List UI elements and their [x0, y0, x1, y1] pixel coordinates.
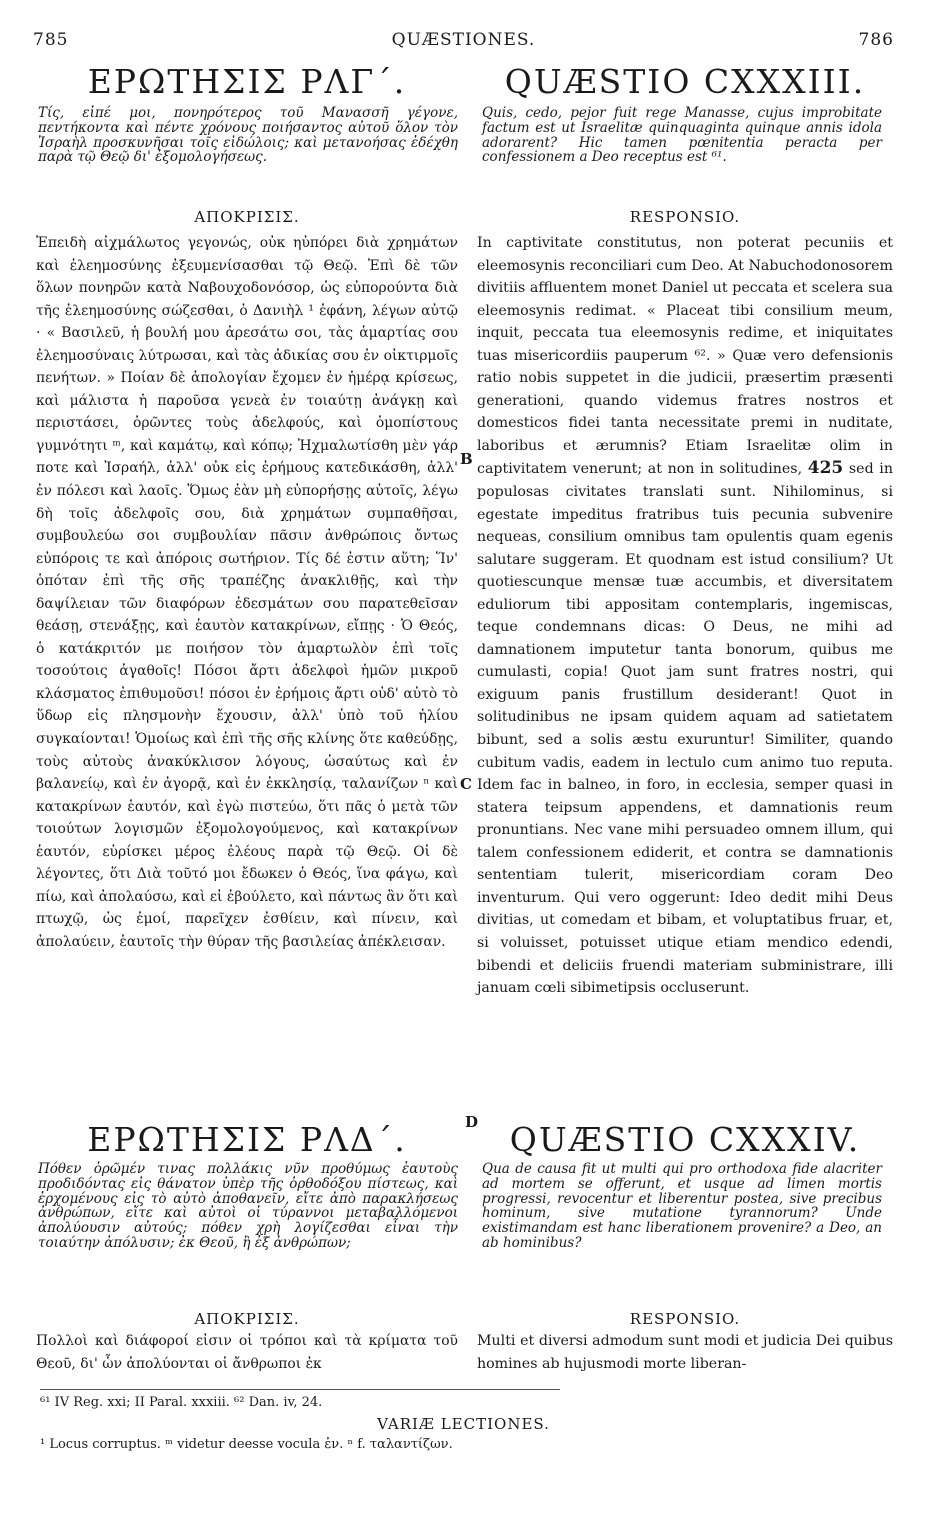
- greek-answer-133-text: Ἐπειδὴ αἰχμάλωτος γεγονώς, οὐκ ηὐπόρει διὰ χρημάτων καὶ ἐλεημοσύνης ἐξευμενίσασθαι τῷ Θεῷ. Ἐπὶ δὲ τῶν ὅλων πονηρῶν κατὰ Ναβουχοδονόσορ, ὡς εὐπορούντα διὰ τῆς ἐλεημοσύνης σώζεσθαι, ὁ Δανιὴλ ¹ ἐφάνη, λέγων αὐτῷ · « Βασιλεῦ, ἡ βουλή μου ἀρεσάτω σοι, τὰς ἁμαρτίας σου ἐλεημοσύναις λύτρωσαι, καὶ τὰς ἀδικίας σου ἐν οἰκτιρμοῖς πενήτων. » Ποίαν δὲ ἀπολογίαν ἔχομεν ἐν ἡμέρᾳ κρίσεως, καὶ μάλιστα ἡ παροῦσα γενεὰ ἐν τοιαύτῃ ἀνάγκῃ καὶ περιστάσει, ὁρῶντες τοὺς ἀδελφούς, καὶ ὁμοπίστους γυμνότητι ᵐ, καὶ καμάτῳ, καὶ κόπῳ; Ἠχμαλωτίσθη μὲν γάρ ποτε καὶ Ἰσραήλ, ἀλλ' οὐκ εἰς ἐρήμους κατεδικάσθη, ἀλλ' ἐν πόλεσι καὶ λαοῖς. Ὅμως ἐὰν μὴ εὐπορήσῃς αὐτοῖς, λέγω δὴ τοῖς ἀδελφοῖς σου, διὰ χρημάτων συμπαθῆσαι, συμβουλεύω σοι συμβουλίαν πᾶσιν ἀνθρώποις ὄντως εὐπόροις τε καὶ ἀπόροις σωτήριον. Τίς δέ ἐστιν αὕτη; Ἵν' ὁπόταν ἐπὶ τῆς σῆς τραπέζης ἀνακλιθῇς, καὶ τὴν δαψίλειαν τῶν διαφόρων ἐδεσμάτων σου παρατεθεῖσαν θεάσῃ, στενάξῃς, καὶ ἑαυτὸν κατακρίνων, εἴπῃς · Ὁ Θεός, ὁ κατάκριτόν με ποιήσον τὸν ἁμαρτωλὸν ἐπὶ τοῖς τοσούτοις ἀγαθοῖς! Πόσοι ἄρτι ἀδελφοὶ ἡμῶν μικροῦ κλάσματος ἐπιθυμοῦσι! πόσοι ἐν ἐρήμοις ἄρτι οὐδ' αὐτὸ τὸ ὕδωρ εἰς πλησμονὴν ἔχουσιν, ἀλλ' ὑπὸ τοῦ ἡλίου συγκαίονται! Ὁμοίως καὶ ἐπὶ τῆς σῆς κλίνης ὅτε καθεύδῃς, τοὺς αὐτοὺς ἀνακύκλισον λόγους, ὡσαύτως καὶ ἐν βαλανείῳ, καὶ ἐν ἀγορᾷ, καὶ ἐν ἐκκλησίᾳ, ταλανίζων ⁿ καὶ κατακρίνων ἑαυτόν, καὶ ἐγὼ πιστεύω, ὅτι πᾶς ὁ μετὰ τῶν τοιούτων λογισμῶν ἐξομολογούμενος, καὶ κατακρίνων ἑαυτόν, εὑρίσκει μέρος ἐλέους παρὰ τῷ Θεῷ. Οἱ δὲ λέγοντες, ὅτι Διὰ τοῦτό μοι ἔδωκεν ὁ Θεός, ἵνα φάγω, καὶ πίω, καὶ ἀπολαύσω, καὶ εἰ ἐβούλετο, καὶ πάντως ἂν ὅτι καὶ πτωχῷ, ὡς ἐμοί, παρεῖχεν ἐσθίειν, καὶ πίνειν, καὶ ἀπολαύειν, ἑαυτοῖς τὴν θύραν τῆς βασιλείας ἀπέκλεισαν.: [36, 235, 458, 950]
- latin-answer-134-text: Multi et diversi admodum sunt modi et judicia Dei quibus homines ab hujusmodi morte liberan-: [477, 1333, 893, 1372]
- variae-lectiones-heading: VARIÆ LECTIONES.: [377, 1415, 550, 1433]
- latin-answer-133-part-a: In captivitate constitutus, non poterat pecuniis et eleemosynis reconciliari cum Deo. At Nabuchodonosorem divitiis affluentem monet Daniel ut peccata et scelera sua eleemosynis redimat. « Placeat tibi consilium meum, inquit, peccata tua eleemosynis redime, et iniquitates tuas misericordiis pauperum ⁶². » Quæ vero defensionis ratio nobis suppetet in die judicii, præsertim præsenti generationi, quando videmus fratres nostros et domesticos fidei tanta necessitate premi in nuditate, laboribus et ærumnis? Etiam Israelitæ olim in captivitatem venerunt; at non in solitudines,: [477, 235, 893, 478]
- greek-question-133-text: Τίς, εἰπέ μοι, πονηρότερος τοῦ Μανασσῆ γέγονε, πεντήκοντα καὶ πέντε χρόνους ποιήσαντος αὐτοῦ ὅλον τὸν Ἰσραὴλ προσκυνῆσαι τοῖς εἰδώλοις; καὶ μετανοήσας ἐδέχθη παρὰ τῷ Θεῷ δι' ἐξομολογήσεως.: [38, 105, 458, 166]
- running-title: QUÆSTIONES.: [391, 30, 536, 50]
- page-number-left: 785: [33, 30, 69, 50]
- latin-question-133-text: Quis, cedo, pejor fuit rege Manasse, cujus improbitate factum est ut Israelitæ quinquaginta quinque annis idola adorarent? Hic tamen pœnitentia peracta per confessionem a Deo receptus est ⁶¹.: [482, 105, 882, 166]
- greek-question-134-title: ΕΡΩΤΗΣΙΣ ΡΛΔ΄.: [87, 1120, 407, 1159]
- page-number-right: 786: [858, 30, 894, 50]
- latin-question-133-title: QUÆSTIO CXXXIII.: [504, 62, 866, 101]
- margin-letter-b: B: [460, 450, 473, 468]
- scripture-references: ⁶¹ IV Reg. xxi; II Paral. xxxiii. ⁶² Dan. iv, 24.: [40, 1395, 323, 1410]
- greek-answer-heading-133: ΑΠΟΚΡΙΣΙΣ.: [194, 208, 300, 226]
- latin-answer-heading-133: RESPONSIO.: [629, 208, 741, 226]
- latin-answer-133-part-b: sed in populosas civitates translati sunt. Nihilominus, si egestate impeditus fratribus tuis pecunia subvenire nequeas, consilium omnibus tam opulentis quam egenis salutare suggeram. Et quodnam est istud consilium? Ut quotiescunque mensæ tuæ accumbis, et diversitatem eduliorum tibi appositam contemplaris, ingemiscas, teque condemnans dicas: O Deus, ne mihi ad damnationem imputetur tanta bonorum, quibus me cumulasti, copia! Quot jam sunt fratres nostri, qui exiguum panis frustillum desiderant! Quot in solitudinibus ne ipsam quidem aquam ad satietatem bibunt, sed a solis æstu exuruntur! Similiter, quando cubitum vadis, eadem in lectulo cum animo tuo reputa. Idem fac in balneo, in foro, in ecclesia, semper quasi in statera teipsum appendens, et damnationis reum pronuntians. Nec vane mihi persuadeo omnem illum, qui talem confessionem ediderit, et contra se damnationis sententiam tulerit, misericordiam coram Deo inventurum. Qui vero oggerunt: Ideo dedit mihi Deus divitias, ut comedam et bibam, et voluptatibus fruar, et, si voluisset, potuisset utique etiam mendico edendi, bibendi et deliciis fruendi materiam subministrare, illi januam cœli sibimetipsis occluserunt.: [477, 461, 893, 997]
- margin-letter-c: C: [460, 775, 472, 793]
- greek-answer-134-text: Πολλοὶ καὶ διάφοροί εἰσιν οἱ τρόποι καὶ τὰ κρίματα τοῦ Θεοῦ, δι' ὧν ἀπολύονται οἱ ἄνθρωποι ἐκ: [36, 1333, 458, 1372]
- latin-question-134-text: Qua de causa fit ut multi qui pro orthodoxa fide alacriter ad mortem se offerunt, et usque ad limen mortis progressi, revocentur et liberentur postea, sive precibus hominum, sive mutatione tyrannorum? Unde existimandam est hanc liberationem provenire? a Deo, an ab hominibus?: [482, 1161, 882, 1251]
- latin-question-134-title: QUÆSTIO CXXXIV.: [509, 1120, 861, 1159]
- variae-lectiones-notes: ¹ Locus corruptus. ᵐ videtur deesse vocula ἐν. ⁿ f. ταλαντίζων.: [40, 1437, 453, 1452]
- latin-answer-heading-134: RESPONSIO.: [629, 1310, 741, 1328]
- greek-question-134-text: Πόθεν ὁρῶμέν τινας πολλάκις νῦν προθύμως ἑαυτοὺς προδιδόντας εἰς θάνατον ὑπὲρ τῆς ὀρθοδόξου πίστεως, καὶ ἐρχομένους εἰς τὸ αὐτὸ ἀποθανεῖν, εἴτε ἀπὸ παρακλήσεως ἀνθρώπων, εἴτε καὶ αὐτοὶ οἱ τύραννοι μεταβαλλόμενοι ἀπολύουσιν αὐτούς; πόθεν χρὴ λογίζεσθαι εἶναι τὴν τοιαύτην ἀπόλυσιν; ἐκ Θεοῦ, ἢ ἐξ ἀνθρώπων;: [38, 1161, 458, 1251]
- column-number: 425: [807, 458, 844, 479]
- latin-answer-133-text: [477, 232, 893, 1000]
- greek-question-133-title: ΕΡΩΤΗΣΙΣ ΡΛΓ΄.: [87, 62, 407, 101]
- greek-answer-heading-134: ΑΠΟΚΡΙΣΙΣ.: [194, 1310, 300, 1328]
- footnote-rule: [40, 1389, 560, 1390]
- margin-letter-d: D: [465, 1113, 479, 1131]
